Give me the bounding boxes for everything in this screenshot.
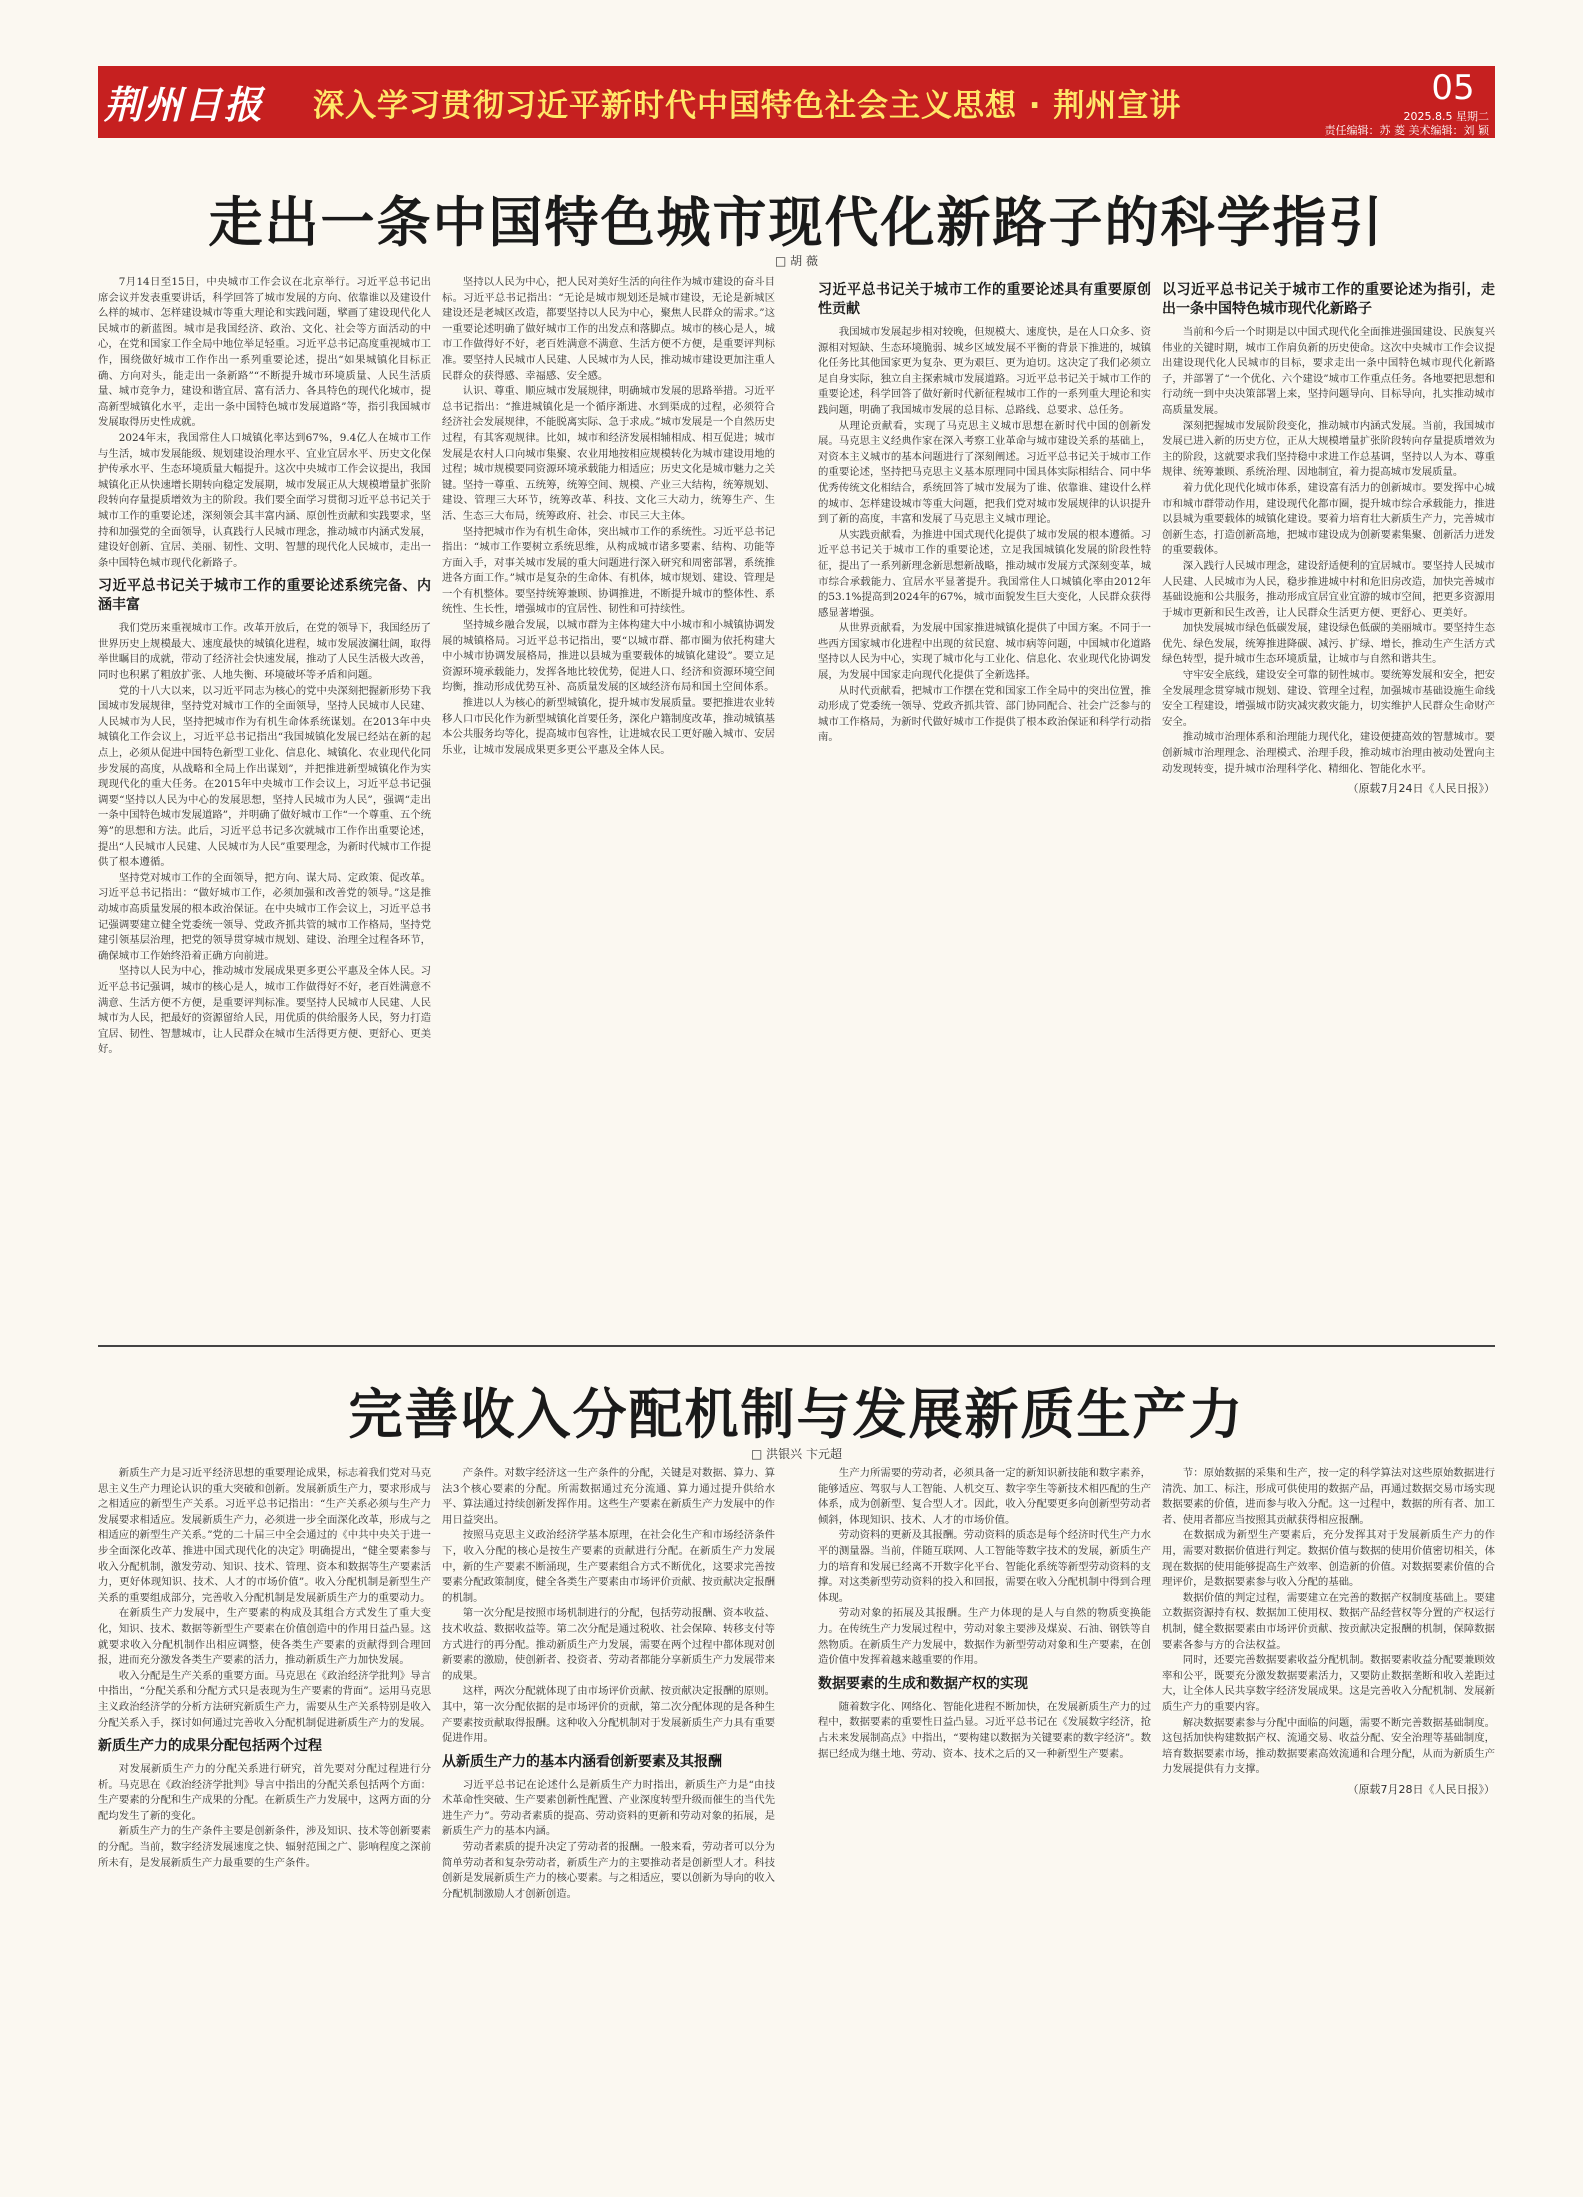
article1-byline: □ 胡 薇 [775,254,818,268]
paragraph: 从理论贡献看，实现了马克思主义城市思想在新时代中国的创新发展。马克思主义经典作家在深入考察工业革命与城市建设关系的基础上，对资本主义城市的基本问题进行了深刻阐述。习近平总书记关于城市工作的重要论述，坚持把马克思主义基本原理同中国具体实际相结合、同中华优秀传统文化相结合，系统回答了城市发展为了谁、依靠谁、建设什么样的城市、怎样建设城市等重大问题，把我们党对城市发展规律的认识提升到了新的高度，丰富和发展了马克思主义城市理论。 [818,419,1151,526]
paragraph: 着力优化现代化城市体系，建设富有活力的创新城市。要发挥中心城市和城市群带动作用，建设现代化都市圈，提升城市综合承载能力，推进以县城为重要载体的城镇化建设。要着力培育壮大新质生产力，完善城市创新生态，打造创新高地，把城市建设成为创新要素集聚、创新活力迸发的重要载体。 [1162,481,1495,557]
article1-column-2 [442,275,775,1335]
article1-column-3 [818,275,1151,1335]
article1-column-1 [98,275,431,1335]
paragraph: 这样，两次分配就体现了由市场评价贡献、按贡献决定报酬的原则。其中，第一次分配依据的是市场评价的贡献，第二次分配体现的是各种生产要素按贡献取得报酬。这种收入分配机制对于发展新质生产力具有重要促进作用。 [442,1685,775,1745]
article-source: （原载7月24日《人民日报》） [1347,782,1495,796]
issue-date: 2025.8.5 星期二 [1403,110,1489,123]
paragraph: 党的十八大以来，以习近平同志为核心的党中央深刻把握新形势下我国城市发展规律，坚持党对城市工作的全面领导，坚持人民城市人民建、人民城市为人民，坚持把城市作为有机生命体系统谋划。在2013年中央城镇化工作会议上，习近平总书记指出“我国城镇化发展已经站在新的起点上，必须从促进中国特色新型工业化、信息化、城镇化、农业现代化同步发展的高度，从战略和全局上作出谋划”，并把推进新型城镇化作为实现现代化的重大任务。在2015年中央城市工作会议上，习近平总书记强调要“坚持以人民为中心的发展思想，坚持人民城市为人民”，强调“走出一条中国特色城市发展道路”，并明确了做好城市工作“一个尊重、五个统筹”的思想和方法。此后，习近平总书记多次就城市工作作出重要论述，提出“人民城市人民建、人民城市为人民”重要理念，为新时代城市工作提供了根本遵循。 [98,684,431,869]
paragraph: 新质生产力的生产条件主要是创新条件，涉及知识、技术等创新要素的分配。当前，数字经济发展速度之快、辐射范围之广、影响程度之深前所未有，是发展新质生产力最重要的生产条件。 [98,1825,431,1869]
article1-title: 走出一条中国特色城市现代化新路子的科学指引 [208,191,1385,254]
paragraph: 推动城市治理体系和治理能力现代化，建设便捷高效的智慧城市。要创新城市治理理念、治理模式、治理手段，推动城市治理由被动处置向主动发现转变，提升城市治理科学化、精细化、智能化水平。 [1162,731,1495,775]
article2-column-3 [818,1466,1151,2181]
section-heading: 习近平总书记关于城市工作的重要论述具有重要原创性贡献 [818,282,1151,317]
paragraph: 从世界贡献看，为发展中国家推进城镇化提供了中国方案。不同于一些西方国家城市化进程中出现的贫民窟、城市病等问题，中国城市化道路坚持以人民为中心，实现了城市化与工业化、信息化、农业现代化协调发展，为发展中国家走向现代化提供了全新选择。 [818,622,1151,682]
section-heading: 以习近平总书记关于城市工作的重要论述为指引，走出一条中国特色城市现代化新路子 [1162,282,1495,317]
paragraph: 习近平总书记在论述什么是新质生产力时指出，新质生产力是“由技术革命性突破、生产要素创新性配置、产业深度转型升级而催生的当代先进生产力”。劳动者素质的提高、劳动资料的更新和劳动对象的拓展，是新质生产力的基本内涵。 [442,1778,775,1838]
paragraph: 从实践贡献看，为推进中国式现代化提供了城市发展的根本遵循。习近平总书记关于城市工作的重要论述，立足我国城镇化发展的阶段性特征，提出了一系列新理念新思想新战略，推动城市发展方式深刻变革，城市综合承载能力、宜居水平显著提升。我国常住人口城镇化率由2012年的53.1%提高到2024年的67%，城市面貌发生巨大变化，人民群众获得感显著增强。 [818,528,1151,619]
paragraph: 同时，还要完善数据要素收益分配机制。数据要素收益分配要兼顾效率和公平，既要充分激发数据要素活力，又要防止数据垄断和收入差距过大，让全体人民共享数字经济发展成果。这是完善收入分配机制、发展新质生产力的重要内容。 [1162,1654,1495,1713]
paragraph: 对发展新质生产力的分配关系进行研究，首先要对分配过程进行分析。马克思在《政治经济学批判》导言中指出的分配关系包括两个方面：生产要素的分配和生产成果的分配。在新质生产力发展中，这两方面的分配均发生了新的变化。 [98,1763,431,1822]
article2-title: 完善收入分配机制与发展新质生产力 [348,1383,1245,1446]
article1-column-4 [1162,275,1495,1335]
section-heading: 数据要素的生成和数据产权的实现 [818,1675,1028,1692]
paragraph: 推进以人为核心的新型城镇化，提升城市发展质量。要把推进农业转移人口市民化作为新型城镇化首要任务，深化户籍制度改革，推动城镇基本公共服务均等化，提高城市包容性，让进城农民工更好融入城市、安居乐业，让城市发展成果更多更公平惠及全体人民。 [442,697,775,756]
paragraph: 守牢安全底线，建设安全可靠的韧性城市。要统筹发展和安全，把安全发展理念贯穿城市规划、建设、管理全过程，加强城市基础设施生命线安全工程建设，增强城市防灾减灾救灾能力，切实维护人民群众生命财产安全。 [1162,669,1495,728]
paragraph: 当前和今后一个时期是以中国式现代化全面推进强国建设、民族复兴伟业的关键时期，城市工作肩负新的历史使命。这次中央城市工作会议提出建设现代化人民城市的目标，要求走出一条中国特色城市现代化新路子，并部署了“一个优化、六个建设”城市工作重点任务。各地要把思想和行动统一到中央决策部署上来，坚持问题导向、目标导向，扎实推动城市高质量发展。 [1162,326,1495,416]
page-slogan: 深入学习贯彻习近平新时代中国特色社会主义思想 · 荆州宣讲 [313,88,1182,124]
paragraph: 解决数据要素参与分配中面临的问题，需要不断完善数据基础制度。这包括加快构建数据产权、流通交易、收益分配、安全治理等基础制度，培育数据要素市场，推动数据要素高效流通和合理分配，从而为新质生产力发展提供有力支撑。 [1162,1716,1495,1776]
section-heading: 习近平总书记关于城市工作的重要论述系统完备、内涵丰富 [98,578,431,614]
paragraph: 坚持党对城市工作的全面领导，把方向、谋大局、定政策、促改革。习近平总书记指出：“做好城市工作，必须加强和改善党的领导。”这是推动城市高质量发展的根本政治保证。在中央城市工作会议上，习近平总书记强调要建立健全党委统一领导、党政齐抓共管的城市工作格局，坚持党建引领基层治理，把党的领导贯穿城市规划、建设、治理全过程各环节，确保城市工作始终沿着正确方向前进。 [98,871,431,962]
masthead [98,66,1495,138]
paragraph: 坚持把城市作为有机生命体，突出城市工作的系统性。习近平总书记指出：“城市工作要树立系统思维，从构成城市诸多要素、结构、功能等方面入手，对事关城市发展的重大问题进行深入研究和周密部署，系统推进各方面工作。”城市是复杂的生命体、有机体，城市规划、建设、管理是一个有机整体。要坚持统筹兼顾、协调推进，不断提升城市的整体性、系统性、生长性，增强城市的宜居性、韧性和可持续性。 [442,525,775,616]
paragraph: 坚持以人民为中心，把人民对美好生活的向往作为城市建设的奋斗目标。习近平总书记指出：“无论是城市规划还是城市建设，无论是新城区建设还是老城区改造，都要坚持以人民为中心，聚焦人民群众的需求。”这一重要论述明确了做好城市工作的出发点和落脚点。城市的核心是人，城市工作做得好不好，老百姓满意不满意、生活方便不方便，是重要评判标准。要坚持人民城市人民建、人民城市为人民，推动城市建设更加注重人民群众的获得感、幸福感、安全感。 [442,276,775,382]
paragraph: 产条件。对数字经济这一生产条件的分配，关键是对数据、算力、算法3个核心要素的分配。所需数据通过充分流通、算力通过提升供给水平、算法通过持续创新发挥作用。这些生产要素在新质生产力发展中的作用日益突出。 [442,1467,775,1526]
newspaper-logo: 荆州日报 [104,82,265,127]
paragraph: 2024年末，我国常住人口城镇化率达到67%，9.4亿人在城市工作与生活，城市发展能级、规划建设治理水平、宜业宜居水平、历史文化保护传承水平、生态环境质量大幅提升。这次中央城市工作会议提出，我国城镇化正从快速增长期转向稳定发展期，城市发展正从大规模增量扩张阶段转向存量提质增效为主的阶段。我们要全面学习贯彻习近平总书记关于城市工作的重要论述，深刻领会其丰富内涵、原创性贡献和实践要求，坚持和加强党的全面领导，认真践行人民城市理念，推动城市内涵式发展，建设好创新、宜居、美丽、韧性、文明、智慧的现代化人民城市，走出一条中国特色城市现代化新路子。 [98,431,431,569]
paragraph: 生产力所需要的劳动者，必须具备一定的新知识新技能和数字素养，能够适应、驾驭与人工智能、人机交互、数字孪生等新技术相匹配的生产体系，成为创新型、复合型人才。因此，收入分配要更多向创新型劳动者倾斜，体现知识、技术、人才的市场价值。 [818,1467,1151,1526]
paragraph: 加快发展城市绿色低碳发展，建设绿色低碳的美丽城市。要坚持生态优先、绿色发展，统筹推进降碳、减污、扩绿、增长，推动生产生活方式绿色转型，提升城市生态环境质量，让城市与自然和谐共生。 [1162,622,1495,666]
article2-byline: □ 洪银兴 卞元超 [751,1447,842,1461]
article2-column-1 [98,1466,431,2181]
paragraph: 在新质生产力发展中，生产要素的构成及其组合方式发生了重大变化，知识、技术、数据等新型生产要素在价值创造中的作用日益凸显。这就要求收入分配机制作出相应调整，使各类生产要素的贡献得到合理回报，进而充分激发各类生产要素的活力，推动新质生产力加快发展。 [98,1607,431,1667]
paragraph: 我国城市发展起步相对较晚，但规模大、速度快，是在人口众多、资源相对短缺、生态环境脆弱、城乡区域发展不平衡的背景下推进的，城镇化任务比其他国家更为复杂、更为艰巨、更为迫切。这决定了我们必须立足自身实际，独立自主探索城市发展道路。习近平总书记关于城市工作的重要论述，科学回答了做好新时代新征程城市工作的一系列重大理论和实践问题，明确了我国城市发展的总目标、总路线、总要求、总任务。 [818,326,1151,416]
issue-editors: 责任编辑：苏 菱 美术编辑：刘 颖 [1324,124,1489,137]
paragraph: 我们党历来重视城市工作。改革开放后，在党的领导下，我国经历了世界历史上规模最大、速度最快的城镇化进程，城市发展波澜壮阔，取得举世瞩目的成就，带动了经济社会快速发展，推动了人民生活极大改善，同时也积累了粗放扩张、人地失衡、环境破坏等矛盾和问题。 [98,622,431,682]
article2-column-2 [442,1466,775,2181]
paragraph: 从时代贡献看，把城市工作摆在党和国家工作全局中的突出位置，推动形成了党委统一领导、党政齐抓共管、部门协同配合、社会广泛参与的城市工作格局，为新时代做好城市工作提供了根本政治保证和科学行动指南。 [818,684,1151,744]
paragraph: 坚持以人民为中心，推动城市发展成果更多更公平惠及全体人民。习近平总书记强调，城市的核心是人，城市工作做得好不好，老百姓满意不满意、生活方便不方便，是重要评判标准。要坚持人民城市人民建、人民城市为人民，把最好的资源留给人民，用优质的供给服务人民，努力打造宜居、韧性、智慧城市，让人民群众在城市生活得更方便、更舒心、更美好。 [98,965,431,1056]
paragraph: 在数据成为新型生产要素后，充分发挥其对于发展新质生产力的作用，需要对数据价值进行判定。数据价值与数据的使用价值密切相关，体现在数据的使用能够提高生产效率、创造新的价值。对数据要素价值的合理评价，是数据要素参与收入分配的基础。 [1162,1529,1495,1589]
paragraph: 第一次分配是按照市场机制进行的分配，包括劳动报酬、资本收益、技术收益、数据收益等。第二次分配是通过税收、社会保障、转移支付等方式进行的再分配。推动新质生产力发展，需要在两个过程中都体现对创新要素的激励，使创新者、投资者、劳动者都能分享新质生产力发展带来的成果。 [442,1607,775,1682]
paragraph: 新质生产力是习近平经济思想的重要理论成果，标志着我们党对马克思主义生产力理论认识的重大突破和创新。发展新质生产力，要求形成与之相适应的新型生产关系。习近平总书记指出：“生产关系必须与生产力发展要求相适应。发展新质生产力，必须进一步全面深化改革，形成与之相适应的新型生产关系。”党的二十届三中全会通过的《中共中央关于进一步全面深化改革、推进中国式现代化的决定》明确提出，“健全要素参与收入分配机制，激发劳动、知识、技术、管理、资本和数据等生产要素活力，更好体现知识、技术、人才的市场价值”。收入分配机制是新型生产关系的重要组成部分，完善收入分配机制是发展新质生产力的重要动力。 [98,1467,431,1604]
section-heading: 从新质生产力的基本内涵看创新要素及其报酬 [442,1753,722,1770]
paragraph: 认识、尊重、顺应城市发展规律，明确城市发展的思路举措。习近平总书记指出：“推进城镇化是一个循序渐进、水到渠成的过程，必须符合经济社会发展规律，不能脱离实际、急于求成。”城市发展是一个自然历史过程，有其客观规律。比如，城市和经济发展相辅相成、相互促进；城市发展是农村人口向城市集聚、农业用地按相应规模转化为城市建设用地的过程；城市规模要同资源环境承载能力相适应；历史文化是城市魅力之关键。坚持一尊重、五统筹，统筹空间、规模、产业三大结构，统筹规划、建设、管理三大环节，统筹改革、科技、文化三大动力，统筹生产、生活、生态三大布局，统筹政府、社会、市民三大主体。 [442,385,775,522]
section-divider [98,1345,1495,1347]
page-number: 05 [1431,68,1475,108]
paragraph: 节：原始数据的采集和生产，按一定的科学算法对这些原始数据进行清洗、加工、标注，形成可供使用的数据产品，再通过数据交易市场实现数据要素的价值，进而参与收入分配。这一过程中，数据的所有者、加工者、使用者都应当按照其贡献获得相应报酬。 [1162,1467,1495,1526]
paragraph: 劳动资料的更新及其报酬。劳动资料的质态是每个经济时代生产力水平的测量器。当前，伴随互联网、人工智能等数字技术的发展，新质生产力的培育和发展已经离不开数字化平台、智能化系统等新型劳动资料的支撑。对这类新型劳动资料的投入和回报，需要在收入分配机制中得到合理体现。 [818,1529,1151,1604]
article-source: （原载7月28日《人民日报》） [1347,1782,1495,1796]
paragraph: 劳动对象的拓展及其报酬。生产力体现的是人与自然的物质变换能力。在传统生产力发展过程中，劳动对象主要涉及煤炭、石油、钢铁等自然物质。在新质生产力发展中，数据作为新型劳动对象和生产要素，在创造价值中发挥着越来越重要的作用。 [818,1607,1151,1667]
paragraph: 随着数字化、网络化、智能化进程不断加快，在发展新质生产力的过程中，数据要素的重要性日益凸显。习近平总书记在《发展数字经济，抢占未来发展制高点》中指出，“要构建以数据为关键要素的数字经济”。数据已经成为继土地、劳动、资本、技术之后的又一种新型生产要素。 [818,1700,1151,1760]
paragraph: 收入分配是生产关系的重要方面。马克思在《政治经济学批判》导言中指出，“分配关系和分配方式只是表现为生产要素的背面”。运用马克思主义政治经济学的分析方法研究新质生产力，需要从生产关系特别是收入分配关系入手，探讨如何通过完善收入分配机制促进新质生产力的发展。 [98,1669,431,1729]
paragraph: 坚持城乡融合发展，以城市群为主体构建大中小城市和小城镇协调发展的城镇格局。习近平总书记指出，要“以城市群、都市圈为依托构建大中小城市协调发展格局，推进以县城为重要载体的城镇化建设”。要立足资源环境承载能力，发挥各地比较优势，促进人口、经济和资源环境空间均衡，推动形成优势互补、高质量发展的区域经济布局和国土空间体系。 [442,619,775,694]
paragraph: 深刻把握城市发展阶段变化，推动城市内涵式发展。当前，我国城市发展已进入新的历史方位，正从大规模增量扩张阶段转向存量提质增效为主的阶段，这就要求我们坚持稳中求进工作总基调，坚持以人为本、尊重规律、统筹兼顾、系统治理、因地制宜，着力提高城市发展质量。 [1162,419,1495,479]
paragraph: 按照马克思主义政治经济学基本原理，在社会化生产和市场经济条件下，收入分配的核心是按生产要素的贡献进行分配。在新质生产力发展中，新的生产要素不断涌现，生产要素组合方式不断优化，这要求完善按要素分配政策制度，健全各类生产要素由市场评价贡献、按贡献决定报酬的机制。 [442,1529,775,1604]
issue-meta [1325,110,1490,138]
paragraph: 数据价值的判定过程，需要建立在完善的数据产权制度基础上。要建立数据资源持有权、数据加工使用权、数据产品经营权等分置的产权运行机制，健全数据要素由市场评价贡献、按贡献决定报酬的机制，保障数据要素各参与方的合法权益。 [1162,1591,1495,1651]
paragraph: 7月14日至15日，中央城市工作会议在北京举行。习近平总书记出席会议并发表重要讲话，科学回答了城市发展的方向、依靠谁以及建设什么样的城市、怎样建设城市等重大理论和实践问题，擘画了建设现代化人民城市的新蓝图。城市是我国经济、政治、文化、社会等方面活动的中心，在党和国家工作全局中地位举足轻重。习近平总书记高度重视城市工作，围绕做好城市工作作出一系列重要论述，提出“如果城镇化目标正确、方向对头，能走出一条新路”“不断提升城市环境质量、人民生活质量、城市竞争力，建设和谐宜居、富有活力、各具特色的现代化城市，提高新型城镇化水平，走出一条中国特色城市发展道路”等，指引我国城市发展取得历史性成就。 [98,276,431,429]
paragraph: 劳动者素质的提升决定了劳动者的报酬。一般来看，劳动者可以分为简单劳动者和复杂劳动者，新质生产力的主要推动者是创新型人才。科技创新是发展新质生产力的核心要素。与之相适应，要以创新为导向的收入分配机制激励人才创新创造。 [442,1841,775,1900]
paragraph: 深入践行人民城市理念，建设舒适便利的宜居城市。要坚持人民城市人民建、人民城市为人民，稳步推进城中村和危旧房改造，加快完善城市基础设施和公共服务，推动形成宜居宜业宜游的城市空间，把更多资源用于城市更新和民生改善，让人民群众生活更方便、更舒心、更美好。 [1162,559,1495,619]
section-heading: 新质生产力的成果分配包括两个过程 [98,1738,322,1755]
article2-column-4 [1162,1466,1495,2181]
